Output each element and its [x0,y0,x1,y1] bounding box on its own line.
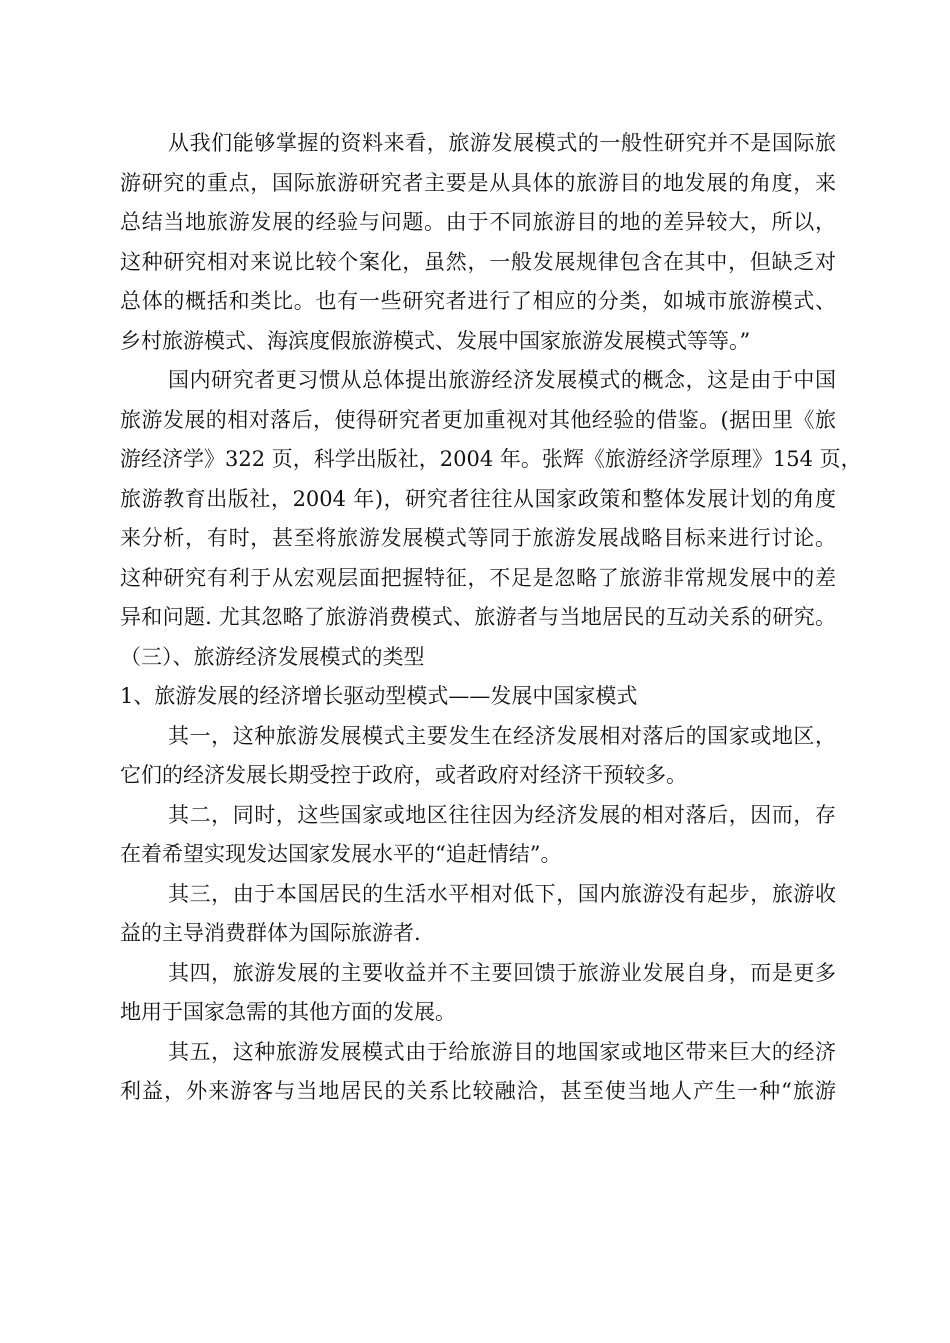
text-line: 从我们能够掌握的资料来看，旅游发展模式的一般性研究并不是国际旅 [168,131,836,155]
point-three [120,875,836,954]
text-line: 其四，旅游发展的主要收益并不主要回馈于旅游业发展自身，而是更多 [168,960,836,985]
text-line: 其二，同时，这些国家或地区往往因为经济发展的相对落后，因而，存 [168,802,836,827]
text-line: 游研究的重点，国际旅游研究者主要是从具体的旅游目的地发展的角度，来 [120,170,836,195]
text-line: 这种研究相对来说比较个案化，虽然，一般发展规律包含在其中，但缺乏对 [120,249,836,274]
text-line: 其一，这种旅游发展模式主要发生在经济发展相对落后的国家或地区， [168,723,836,748]
text-line: 它们的经济发展长期受控于政府，或者政府对经济干预较多。 [120,763,687,787]
text-line: 地用于国家急需的其他方面的发展。 [120,1000,456,1024]
document-page [120,124,862,1112]
text-line: 旅游教育出版社，2004 年)，研究者往往从国家政策和整体发展计划的角度 [120,486,836,511]
point-five [120,1033,836,1112]
text-line: 总体的概括和类比。也有一些研究者进行了相应的分类，如城市旅游模式、 [120,289,836,313]
text-line: 旅游发展的相对落后，使得研究者更加重视对其他经验的借鉴。(据田里《旅 [120,407,836,432]
text-line: 在着希望实现发达国家发展水平的“追赶情结”。 [120,842,562,866]
paragraph-intl-research [120,124,836,361]
text-line: 来分析，有时，甚至将旅游发展模式等同于旅游发展战略目标来进行讨论。 [120,526,836,550]
text-line: 乡村旅游模式、海滨度假旅游模式、发展中国家旅游发展模式等等。” [120,328,751,353]
point-two [120,796,836,875]
text-line: 异和问题. 尤其忽略了旅游消费模式、旅游者与当地居民的互动关系的研究。 [120,605,836,629]
point-one [120,717,836,796]
section-heading: （三）、旅游经济发展模式的类型 [120,644,425,669]
text-line: 益的主导消费群体为国际旅游者. [120,921,421,945]
text-line: 利益，外来游客与当地居民的关系比较融洽，甚至使当地人产生一种“旅游 [120,1079,836,1103]
text-line: 游经济学》322 页，科学出版社，2004 年。张辉《旅游经济学原理》154 页， [120,447,862,471]
text-line: 其三，由于本国居民的生活水平相对低下，国内旅游没有起步，旅游收 [168,881,836,906]
text-line: 总结当地旅游发展的经验与问题。由于不同旅游目的地的差异较大，所以， [120,210,836,234]
subsection-heading: 1、旅游发展的经济增长驱动型模式——发展中国家模式 [120,684,638,708]
text-line: 其五，这种旅游发展模式由于给旅游目的地国家或地区带来巨大的经济 [168,1039,836,1064]
text-line: 国内研究者更习惯从总体提出旅游经济发展模式的概念，这是由于中国 [168,368,836,392]
paragraph-domestic-research [120,361,862,638]
text-line: 这种研究有利于从宏观层面把握特征，不足是忽略了旅游非常规发展中的差 [120,565,836,590]
point-four [120,954,836,1033]
